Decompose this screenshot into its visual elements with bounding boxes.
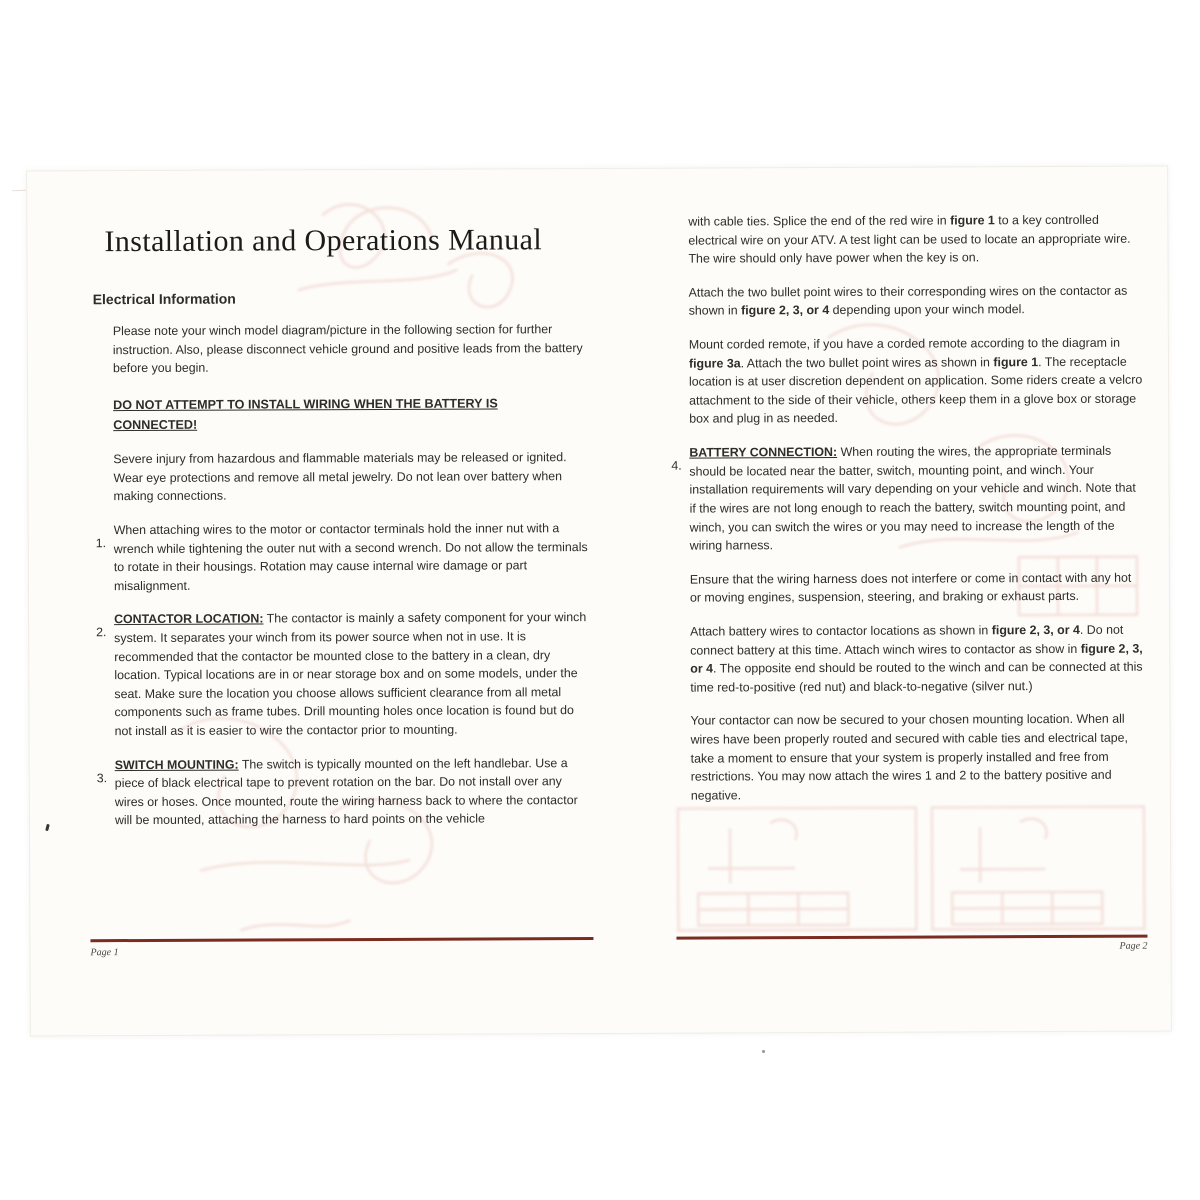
- paragraph-attach-battery-wires: Attach battery wires to contactor locations as shown in figure 2, 3, or 4. Do not connect battery at this time. Attach winch wires to contactor as show in figure 2, 3, or 4. The opposite end should be routed to the winch and can be connected at this time red-to-positive (red nut) and black-to-negative (silver nut.): [690, 622, 1143, 695]
- list-item-4-battery-connection: [671, 442, 1144, 556]
- footer-rule: [90, 937, 593, 942]
- list-item-2-contactor-location: [96, 608, 593, 740]
- page-number: Page 1: [90, 947, 119, 959]
- manual-page-2: [628, 167, 1171, 1033]
- manual-scan-spread: [26, 166, 1172, 1037]
- section-heading-electrical-information: Electrical Information: [92, 290, 236, 308]
- footer-rule: [676, 935, 1147, 940]
- item-number: 4.: [671, 458, 682, 473]
- item-body-text: When routing the wires, the appropriate terminals should be located near the batter, switch, mounting point, and winch. Your installation requirements will vary depending on your vehicle and winch. Note that if the wires are not long enough to reach the battery, switch mounting point, and winch, you can switch the wires or you may need to increase the length of the wiring harness.: [689, 443, 1136, 553]
- item-number: 2.: [96, 625, 107, 640]
- item-text: [114, 608, 593, 740]
- item-number: 1.: [95, 536, 107, 551]
- item-body-text: The switch is typically mounted on the left handlebar. Use a piece of black electrical tape to prevent rotation on the bar. Do not install over any wires or hoses. Once mounted, route the wiring harness back to where the contactor will be mounted, attaching the harness to hard points on the vehicle: [114, 755, 578, 828]
- item-text: When attaching wires to the motor or contactor terminals hold the inner nut with a wrench while tightening the outer nut with a second wrench. Do not allow the terminals to rotate in their housings. Rotation may cause internal wire damage or part misalignment.: [113, 521, 588, 593]
- item-body-text: The contactor is mainly a safety component for your winch system. It separates your winch from its power source when not in use. It is recommended that the contactor be mounted close to the battery in a clean, dry location. Typical locations are in or near storage box and on some models, under the seat. Make sure the location you choose allows sufficient clearance from all metal components such as frame tubes. Drill mounting holes once location is found but do not install as it is easier to wire the contactor prior to mounting.: [114, 610, 587, 739]
- paragraph-bullet-point-wires: Attach the two bullet point wires to their corresponding wires on the contactor as shown in figure 2, 3, or 4 depending upon your winch model.: [688, 283, 1128, 319]
- paragraph-cable-ties: with cable ties. Splice the end of the red wire in figure 1 to a key controlled electrical wire on your ATV. A test light can be used to locate an appropriate wire. The wire should only have power when the key is on.: [688, 212, 1131, 266]
- battery-warning-heading: DO NOT ATTEMPT TO INSTALL WIRING WHEN THE BATTERY IS CONNECTED!: [113, 396, 498, 433]
- page-1-footer: [90, 937, 593, 960]
- intro-paragraph: Please note your winch model diagram/picture in the following section for further instruction. Also, please disconnect vehicle ground and positive leads from the battery before you begin.: [112, 322, 583, 376]
- item-text: [115, 754, 593, 831]
- list-item-3-switch-mounting: [96, 754, 593, 831]
- warning-body-paragraph: Severe injury from hazardous and flammable materials may be released or ignited. Wear eye protections and remove all metal jewelry. Do not lean over battery when making connections.: [113, 450, 567, 504]
- document-title: Installation and Operations Manual: [104, 223, 543, 259]
- list-item-1: [95, 519, 592, 596]
- item-label: CONTACTOR LOCATION:: [114, 611, 264, 627]
- item-text: [689, 442, 1144, 556]
- scan-speck-artifact: [762, 1050, 765, 1053]
- page-2-footer: [676, 935, 1147, 954]
- item-number: 3.: [96, 770, 108, 785]
- page-number: Page 2: [1119, 940, 1148, 952]
- manual-page-1: [27, 169, 632, 1036]
- paragraph-harness-clearance: Ensure that the wiring harness does not interfere or come in contact with any hot or moving engines, suspension, steering, and braking or exhaust parts.: [689, 570, 1132, 605]
- item-label: SWITCH MOUNTING:: [114, 757, 239, 772]
- item-label: BATTERY CONNECTION:: [689, 445, 838, 460]
- paragraph-corded-remote: Mount corded remote, if you have a corded remote according to the diagram in figure 3a. Attach the two bullet point wires as shown in figure 1. The receptacle location is at user discretion dependent on application. Some riders create a velcro attachment to the side of their vehicle, others keep them in a glove box or storage box and plug in as needed.: [688, 335, 1143, 427]
- paragraph-secure-contactor: Your contactor can now be secured to your chosen mounting location. When all wires have been properly routed and secured with cable ties and electrical tape, take a moment to ensure that your system is properly installed and free from restrictions. You may now attach the wires 1 and 2 to the battery positive and negative.: [690, 712, 1128, 803]
